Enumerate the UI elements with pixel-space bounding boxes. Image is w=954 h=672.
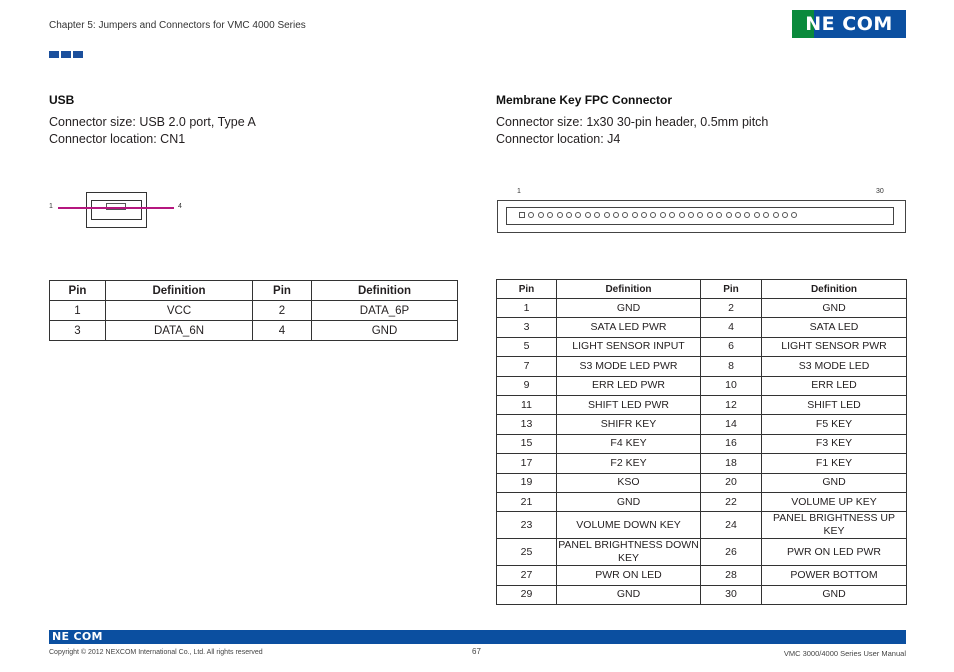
definition-cell: GND [762, 585, 907, 604]
column-header: Pin [253, 281, 312, 301]
fpc-pin [744, 212, 750, 218]
pin-cell: 9 [497, 376, 557, 395]
definition-cell: VOLUME DOWN KEY [557, 512, 701, 539]
definition-cell: PANEL BRIGHTNESS DOWN KEY [558, 539, 699, 565]
pin-cell: 4 [253, 321, 312, 341]
definition-cell: ERR LED PWR [557, 376, 701, 395]
table-row [497, 585, 907, 604]
fpc-pin [735, 212, 741, 218]
footer-bar [49, 630, 906, 644]
pin-cell: 27 [497, 566, 557, 585]
membrane-pin-table [496, 279, 907, 605]
membrane-connector-size: Connector size: 1x30 30-pin header, 0.5mm pitch [496, 115, 769, 129]
definition-cell: LIGHT SENSOR INPUT [557, 337, 701, 356]
fpc-pin [547, 212, 553, 218]
footer-logo: NE COM [52, 630, 103, 643]
logo-text: NE COM [805, 13, 893, 35]
table-row [497, 395, 907, 414]
copyright: Copyright © 2012 NEXCOM International Co., Ltd. All rights reserved [49, 649, 263, 656]
usb-connector-location: Connector location: CN1 [49, 132, 186, 146]
column-header: Pin [701, 280, 762, 299]
table-row [50, 321, 458, 341]
pin-cell: 18 [701, 454, 762, 473]
page-number: 67 [472, 647, 481, 656]
table-row [497, 539, 907, 566]
fpc-pin [773, 212, 779, 218]
manual-title: VMC 3000/4000 Series User Manual [783, 649, 906, 658]
fpc-pin [622, 212, 628, 218]
fpc-pin [632, 212, 638, 218]
table-row [497, 492, 907, 511]
definition-cell: LIGHT SENSOR PWR [762, 337, 907, 356]
column-header: Pin [497, 280, 557, 299]
fpc-pin [566, 212, 572, 218]
pin-cell: 2 [701, 299, 762, 318]
fpc-pin [585, 212, 591, 218]
pin-cell: 20 [701, 473, 762, 492]
pin-cell: 19 [497, 473, 557, 492]
definition-cell: GND [557, 492, 701, 511]
fpc-pin [669, 212, 675, 218]
pin-cell: 29 [497, 585, 557, 604]
pin-cell: 25 [497, 539, 557, 566]
fpc-pin [604, 212, 610, 218]
fpc-pin [679, 212, 685, 218]
definition-cell: GND [557, 585, 701, 604]
header-squares [49, 51, 83, 58]
table-row [497, 376, 907, 395]
definition-cell: SHIFT LED PWR [557, 395, 701, 414]
fpc-pin [688, 212, 694, 218]
table-header-row [497, 280, 907, 299]
fpc-pin [519, 212, 525, 218]
table-row [497, 415, 907, 434]
fpc-pin [528, 212, 534, 218]
fpc-pin [791, 212, 797, 218]
usb-pin-end: 4 [178, 203, 182, 210]
usb-pin-line [58, 207, 174, 209]
definition-cell: GND [762, 299, 907, 318]
fpc-pin [660, 212, 666, 218]
chapter-title: Chapter 5: Jumpers and Connectors for VMC 4000 Series [49, 20, 306, 31]
fpc-pin [575, 212, 581, 218]
definition-cell: GND [312, 321, 458, 341]
pin-cell: 26 [701, 539, 762, 566]
definition-cell: S3 MODE LED [762, 357, 907, 376]
definition-cell: KSO [557, 473, 701, 492]
fpc-pin-end: 30 [876, 188, 884, 195]
definition-cell: SATA LED PWR [557, 318, 701, 337]
usb-pin-start: 1 [49, 203, 53, 210]
definition-cell: VOLUME UP KEY [762, 492, 907, 511]
fpc-pin [716, 212, 722, 218]
fpc-pin [782, 212, 788, 218]
definition-cell: SATA LED [762, 318, 907, 337]
table-row [497, 299, 907, 318]
definition-cell: PWR ON LED [557, 566, 701, 585]
pin-cell: 21 [497, 492, 557, 511]
column-header: Definition [106, 281, 253, 301]
fpc-pin [650, 212, 656, 218]
definition-cell: PANEL BRIGHTNESS UP KEY [762, 512, 907, 539]
table-row [497, 473, 907, 492]
definition-cell: POWER BOTTOM [762, 566, 907, 585]
pin-cell: 12 [701, 395, 762, 414]
column-header: Definition [312, 281, 458, 301]
membrane-heading: Membrane Key FPC Connector [496, 93, 673, 107]
pin-cell: 3 [497, 318, 557, 337]
pin-cell: 16 [701, 434, 762, 453]
pin-cell: 5 [497, 337, 557, 356]
table-header-row [50, 281, 458, 301]
table-row [50, 301, 458, 321]
definition-cell: VCC [106, 301, 253, 321]
definition-cell: PWR ON LED PWR [762, 539, 907, 566]
fpc-pin [697, 212, 703, 218]
fpc-pin-row [519, 212, 797, 218]
fpc-pin [763, 212, 769, 218]
fpc-pin [754, 212, 760, 218]
definition-cell: DATA_6N [106, 321, 253, 341]
definition-cell: F2 KEY [557, 454, 701, 473]
table-row [497, 337, 907, 356]
definition-cell: F1 KEY [762, 454, 907, 473]
table-row [497, 318, 907, 337]
nexcom-logo [792, 10, 906, 38]
table-row [497, 357, 907, 376]
fpc-pin [594, 212, 600, 218]
pin-cell: 30 [701, 585, 762, 604]
table-row [497, 454, 907, 473]
definition-cell: GND [557, 299, 701, 318]
pin-cell: 15 [497, 434, 557, 453]
pin-cell: 11 [497, 395, 557, 414]
usb-pin-table [49, 280, 458, 341]
fpc-pin [557, 212, 563, 218]
pin-cell: 8 [701, 357, 762, 376]
definition-cell: F4 KEY [557, 434, 701, 453]
fpc-pin [538, 212, 544, 218]
definition-cell: F3 KEY [762, 434, 907, 453]
pin-cell: 17 [497, 454, 557, 473]
pin-cell: 2 [253, 301, 312, 321]
pin-cell: 3 [50, 321, 106, 341]
definition-cell: SHIFT LED [762, 395, 907, 414]
fpc-pin [726, 212, 732, 218]
pin-cell: 22 [701, 492, 762, 511]
pin-cell: 7 [497, 357, 557, 376]
fpc-pin [707, 212, 713, 218]
definition-cell: GND [762, 473, 907, 492]
definition-cell: DATA_6P [312, 301, 458, 321]
pin-cell: 10 [701, 376, 762, 395]
pin-cell: 14 [701, 415, 762, 434]
pin-cell: 23 [497, 512, 557, 539]
table-row [497, 434, 907, 453]
column-header: Definition [557, 280, 701, 299]
pin-cell: 1 [50, 301, 106, 321]
pin-cell: 4 [701, 318, 762, 337]
usb-connector-size: Connector size: USB 2.0 port, Type A [49, 115, 256, 129]
definition-cell: ERR LED [762, 376, 907, 395]
pin-cell: 28 [701, 566, 762, 585]
fpc-pin [613, 212, 619, 218]
fpc-pin-start: 1 [517, 188, 521, 195]
pin-cell: 6 [701, 337, 762, 356]
definition-cell: SHIFR KEY [557, 415, 701, 434]
table-row [497, 566, 907, 585]
usb-heading: USB [49, 93, 75, 107]
membrane-connector-location: Connector location: J4 [496, 132, 621, 146]
definition-cell: F5 KEY [762, 415, 907, 434]
column-header: Pin [50, 281, 106, 301]
pin-cell: 1 [497, 299, 557, 318]
column-header: Definition [762, 280, 907, 299]
definition-cell: S3 MODE LED PWR [557, 357, 701, 376]
pin-cell: 24 [701, 512, 762, 539]
table-row [497, 512, 907, 539]
pin-cell: 13 [497, 415, 557, 434]
fpc-pin [641, 212, 647, 218]
